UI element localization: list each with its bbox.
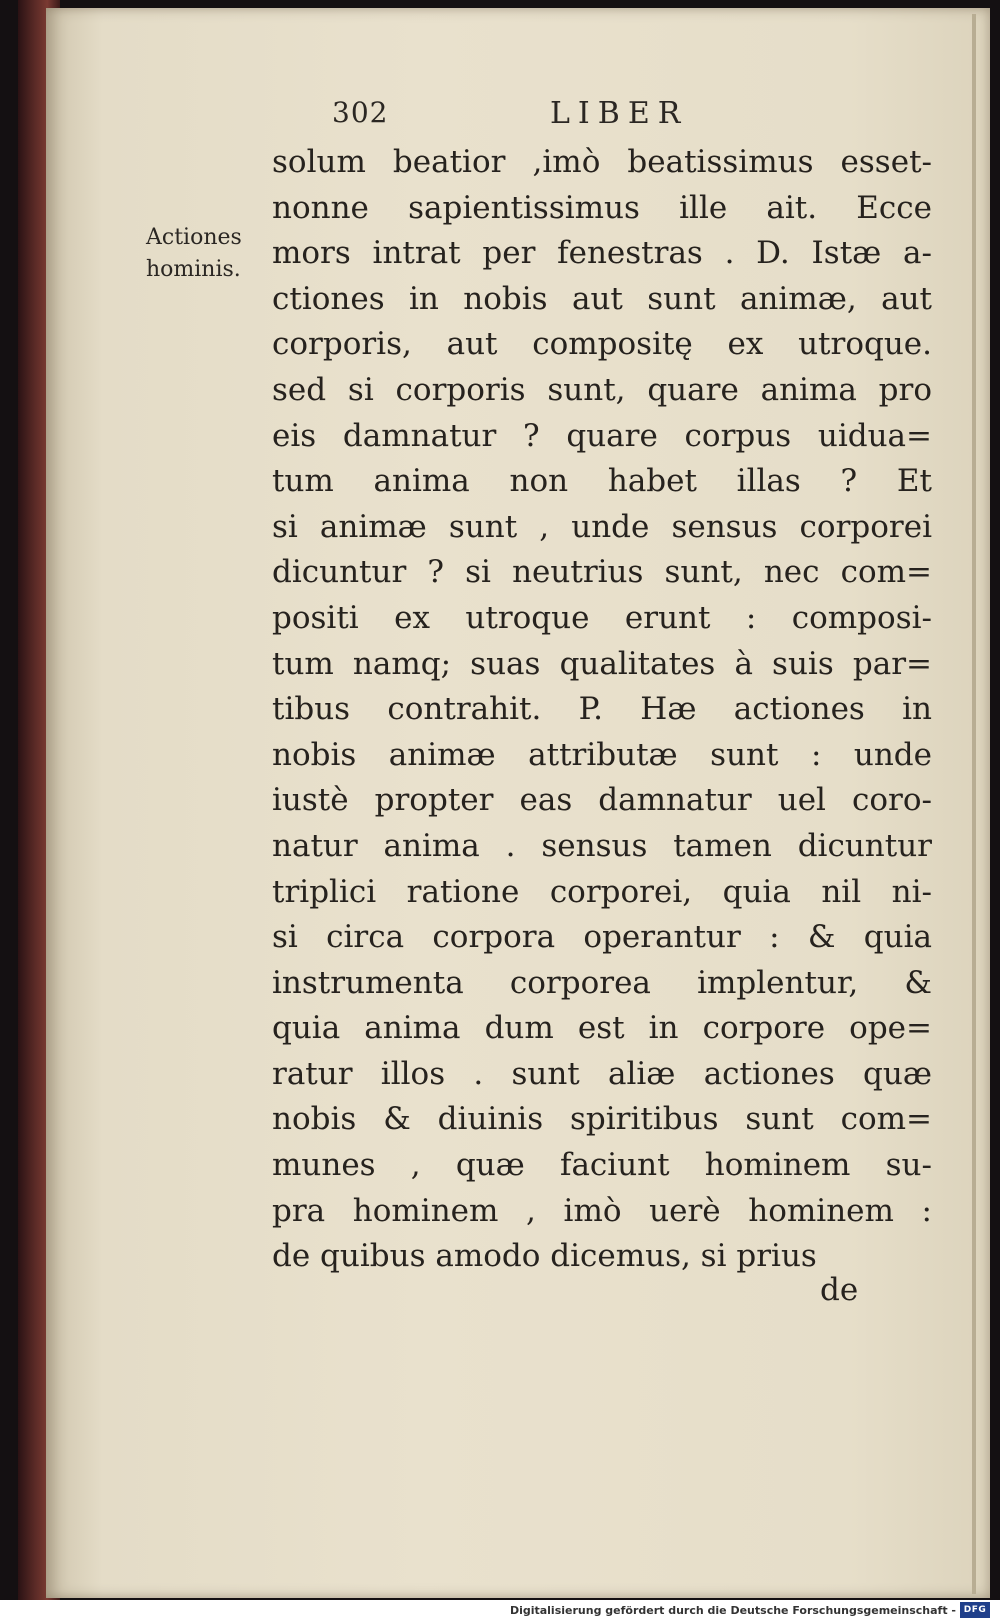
- catchword: de: [820, 1272, 859, 1308]
- text-line: corporis, aut compositę ex utroque.: [272, 326, 932, 363]
- text-line: eis damnatur ? quare corpus uidua=: [272, 417, 932, 454]
- page-edge: [972, 14, 976, 1594]
- text-line: iustè propter eas damnatur uel coro-: [272, 782, 932, 819]
- dfg-logo-icon: DFG: [960, 1602, 990, 1618]
- text-line: mors intrat per fenestras . D. Istæ a-: [272, 235, 932, 272]
- text-line: pra hominem , imò uerè hominem :: [272, 1192, 932, 1229]
- margin-note: [146, 222, 276, 286]
- text-line: natur anima . sensus tamen dicuntur: [272, 827, 932, 864]
- page-number: 302: [332, 96, 389, 129]
- body-text: [272, 140, 932, 1280]
- margin-note-line: Actiones: [146, 225, 242, 250]
- text-line: de quibus amodo dicemus, si prius: [272, 1238, 817, 1275]
- text-line: quia anima dum est in corpore ope=: [272, 1010, 932, 1047]
- funding-credit: Digitalisierung gefördert durch die Deutsche Forschungsgemeinschaft -: [509, 1604, 956, 1617]
- text-line: munes , quæ faciunt hominem su-: [272, 1147, 932, 1184]
- text-line: ratur illos . sunt aliæ actiones quæ: [272, 1055, 932, 1092]
- text-line: positi ex utroque erunt : composi-: [272, 599, 932, 636]
- text-line: dicuntur ? si neutrius sunt, nec com=: [272, 554, 932, 591]
- text-line: sed si corporis sunt, quare anima pro: [272, 371, 932, 408]
- text-line: ctiones in nobis aut sunt animæ, aut: [272, 280, 932, 317]
- text-line: nobis animæ attributæ sunt : unde: [272, 736, 932, 773]
- text-line: nobis & diuinis spiritibus sunt com=: [272, 1101, 932, 1138]
- text-line: instrumenta corporea implentur, &: [272, 964, 932, 1001]
- text-line: si animæ sunt , unde sensus corporei: [272, 508, 932, 545]
- running-head: [0, 96, 1000, 136]
- margin-note-line: hominis.: [146, 257, 241, 282]
- text-line: tum anima non habet illas ? Et: [272, 463, 932, 500]
- text-line: tibus contrahit. P. Hæ actiones in: [272, 691, 932, 728]
- running-title: LIBER: [550, 96, 689, 131]
- text-line: si circa corpora operantur : & quia: [272, 919, 932, 956]
- text-line: solum beatior ,imò beatissimus esset-: [272, 144, 932, 180]
- text-line: nonne sapientissimus ille ait. Ecce: [272, 189, 932, 226]
- text-line: triplici ratione corporei, quia nil ni-: [272, 873, 932, 910]
- text-line: tum namq; suas qualitates à suis par=: [272, 645, 932, 682]
